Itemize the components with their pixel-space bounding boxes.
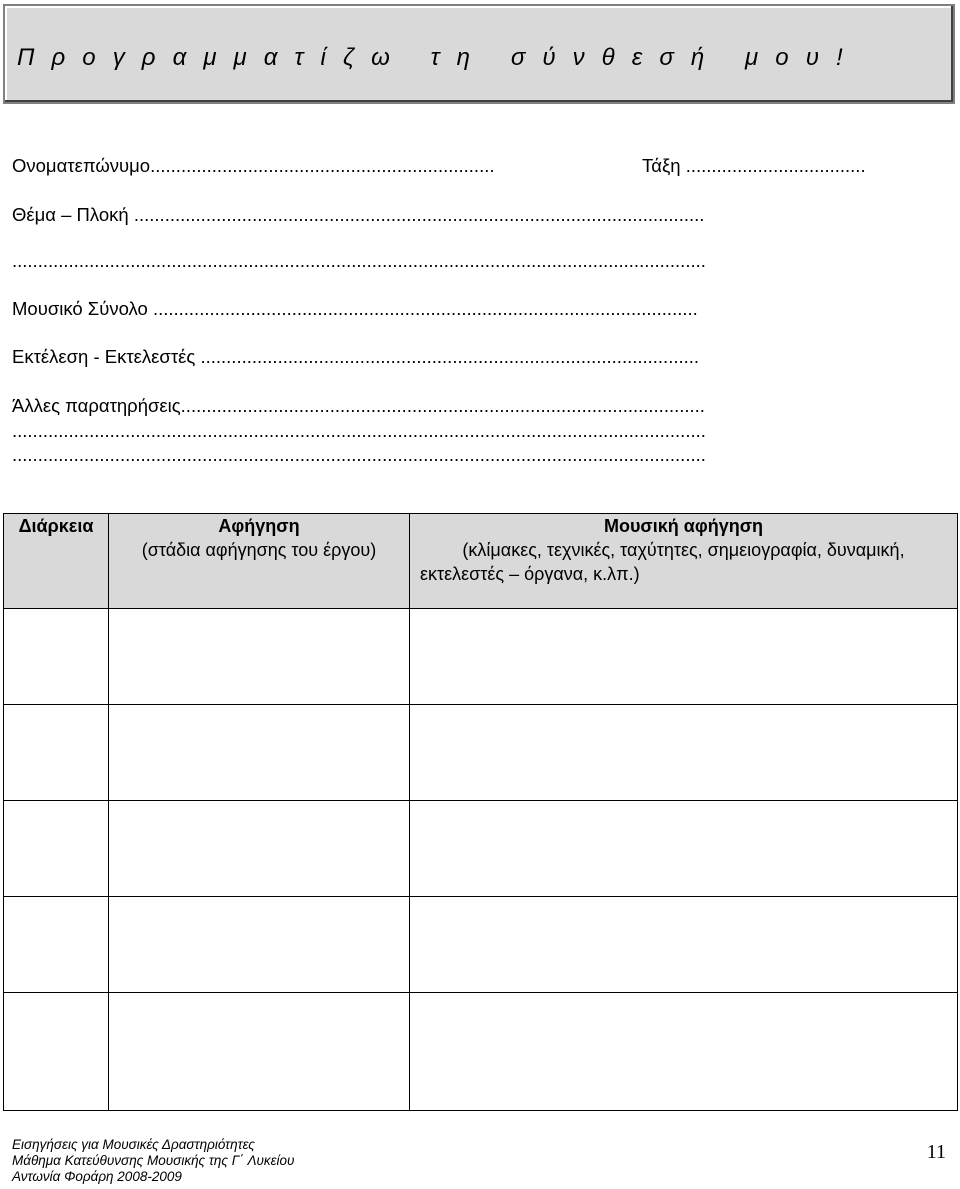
duration-cell[interactable] bbox=[4, 705, 109, 801]
page-title: Π ρ ο γ ρ α μ μ α τ ί ζ ω τ η σ ύ ν θ ε σ ή μ ο υ ! bbox=[17, 44, 848, 71]
music-narration-cell[interactable] bbox=[410, 705, 958, 801]
table-row bbox=[4, 993, 958, 1111]
duration-cell[interactable] bbox=[4, 897, 109, 993]
ensemble-field-line bbox=[12, 298, 698, 320]
theme-field-line bbox=[12, 204, 704, 226]
duration-cell[interactable] bbox=[4, 993, 109, 1111]
narration-header-title: Αφήγηση bbox=[218, 516, 300, 536]
table-row bbox=[4, 609, 958, 705]
class-dots[interactable]: ................................... bbox=[685, 155, 866, 176]
notes-dots[interactable]: ...................................................................................................... bbox=[180, 395, 705, 416]
theme-continuation-line bbox=[12, 250, 706, 272]
music-narration-header bbox=[410, 514, 958, 609]
name-label: Ονοματεπώνυμο bbox=[12, 155, 151, 176]
notes-dots-continued-2[interactable]: ....................................................................................................................................... bbox=[12, 444, 706, 465]
class-field-line bbox=[642, 155, 866, 177]
theme-label: Θέμα – Πλοκή bbox=[12, 204, 129, 225]
name-field-line bbox=[12, 155, 494, 177]
narration-cell[interactable] bbox=[109, 609, 410, 705]
title-box bbox=[3, 4, 955, 104]
ensemble-label: Μουσικό Σύνολο bbox=[12, 298, 148, 319]
duration-cell[interactable] bbox=[4, 609, 109, 705]
music-narration-header-title: Μουσική αφήγηση bbox=[603, 516, 764, 536]
page-number: 11 bbox=[926, 1141, 946, 1163]
table-row bbox=[4, 705, 958, 801]
footer-line-1: Εισηγήσεις για Μουσικές Δραστηριότητες bbox=[12, 1137, 255, 1152]
duration-header bbox=[4, 514, 109, 609]
theme-dots[interactable]: ............................................................................................................... bbox=[133, 204, 705, 225]
notes-continuation-line-2 bbox=[12, 444, 706, 466]
music-narration-cell[interactable] bbox=[410, 897, 958, 993]
music-narration-header-sub1: (κλίμακες, τεχνικές, ταχύτητες, σημειογραφία, δυναμική, bbox=[462, 540, 905, 560]
notes-field-line bbox=[12, 395, 705, 417]
narration-cell[interactable] bbox=[109, 801, 410, 897]
narration-cell[interactable] bbox=[109, 897, 410, 993]
performance-dots[interactable]: ................................................................................................. bbox=[200, 346, 700, 367]
name-dots[interactable]: ................................................................... bbox=[150, 155, 495, 176]
duration-header-label: Διάρκεια bbox=[18, 516, 94, 536]
notes-continuation-line-1 bbox=[12, 420, 706, 442]
music-narration-cell[interactable] bbox=[410, 993, 958, 1111]
narration-header-sub: (στάδια αφήγησης του έργου) bbox=[141, 540, 377, 560]
music-narration-header-sub2: εκτελεστές – όργανα, κ.λπ.) bbox=[420, 564, 640, 584]
footer-line-3: Αντωνία Φοράρη 2008-2009 bbox=[12, 1169, 182, 1184]
table-row bbox=[4, 801, 958, 897]
performance-label: Εκτέλεση - Εκτελεστές bbox=[12, 346, 196, 367]
narration-cell[interactable] bbox=[109, 993, 410, 1111]
notes-label: Άλλες παρατηρήσεις bbox=[12, 395, 181, 416]
duration-cell[interactable] bbox=[4, 801, 109, 897]
table-header-row bbox=[4, 514, 958, 609]
footer-line-2: Μάθημα Κατεύθυνσης Μουσικής της Γ΄ Λυκείου bbox=[12, 1153, 295, 1168]
table-row bbox=[4, 897, 958, 993]
music-narration-cell[interactable] bbox=[410, 801, 958, 897]
theme-dots-continued[interactable]: ....................................................................................................................................... bbox=[12, 250, 706, 271]
notes-dots-continued-1[interactable]: ....................................................................................................................................... bbox=[12, 420, 706, 441]
ensemble-dots[interactable]: .......................................................................................................... bbox=[152, 298, 698, 319]
music-narration-cell[interactable] bbox=[410, 609, 958, 705]
narration-header bbox=[109, 514, 410, 609]
footer bbox=[12, 1137, 294, 1185]
performance-field-line bbox=[12, 346, 699, 368]
class-label: Τάξη bbox=[642, 155, 681, 176]
narration-cell[interactable] bbox=[109, 705, 410, 801]
composition-table bbox=[3, 513, 958, 1111]
